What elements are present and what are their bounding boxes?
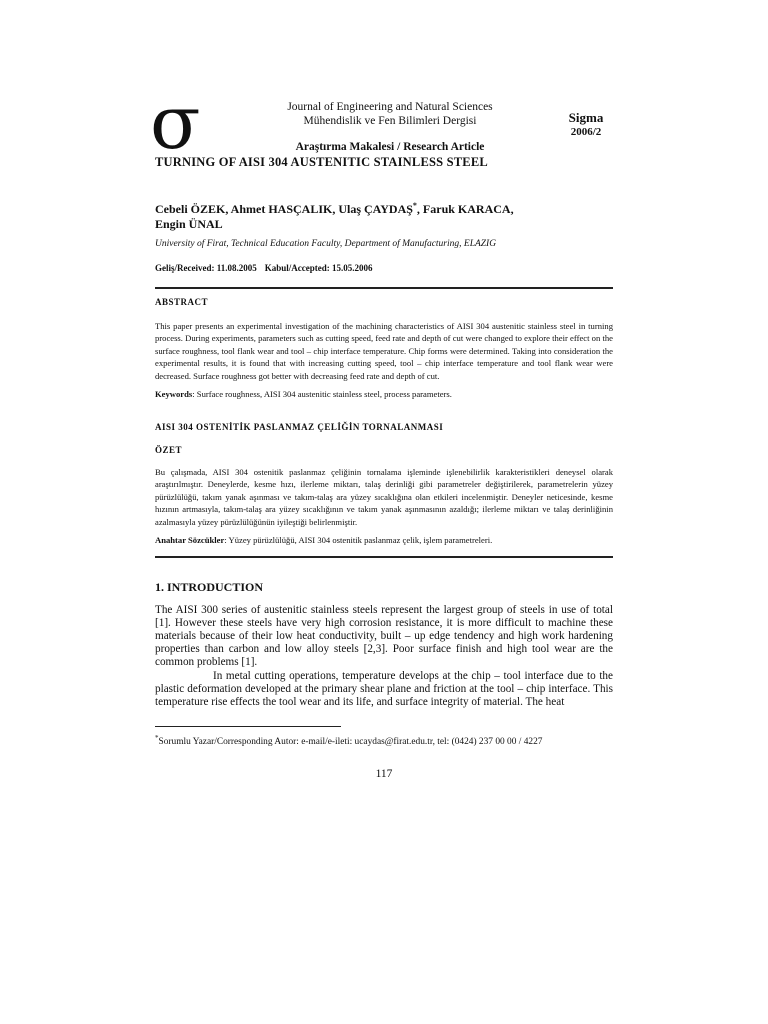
ozet-keywords <box>155 534 613 546</box>
footnote-text: Sorumlu Yazar/Corresponding Autor: e-mail/e-ileti: ucaydas@firat.edu.tr, tel: (0424) 237 00 00 / 4227 <box>158 737 543 748</box>
ozet-text: Bu çalışmada, AISI 304 ostenitik paslanmaz çeliğinin tornalama işleminde işlenebilirlik karakteristikleri deneysel olarak araştırılmıştır. Deneylerde, kesme hızı, ilerleme miktarı, talaş derinliği gibi parametreler değiştirilerek, parametrelerin yüzey pürüzlülüğü, takım yanak aşınması ve takım-talaş ara yüzey sıcaklığına olan etkileri incelenmiştir. Deneyler neticesinde, kesme hızının artmasıyla, takım-talaş ara yüzey sıcaklığının ve takım yanak aşınmasının azaldığı; ilerleme miktarı ve talaş derinliğinin azalmasıyla yüzey pürüzlülüğünün iyileştiği belirlenmiştir. <box>155 467 613 527</box>
authors-line-1: Cebeli ÖZEK, Ahmet HASÇALIK, Ulaş ÇAYDAŞ <box>155 202 413 216</box>
abstract-text: This paper presents an experimental investigation of the machining characteristics of AISI 304 austenitic stainless steel in turning process. During experiments, parameters such as cutting speed, feed rate and depth of cut were changed to explore their effect on the surface roughness, tool flank wear and tool – chip interface temperature. Chip forms were determined. Taking into consideration the experimental results, it is found that with increasing cutting speed, tool – chip interface temperature and tool flank wear were decreased. Surface roughness got better with decreasing feed rate and depth of cut. <box>155 321 613 381</box>
submission-dates <box>155 263 372 273</box>
page-number: 117 <box>375 768 393 780</box>
divider-top <box>155 287 613 289</box>
received-date: Geliş/Received: 11.08.2005 <box>155 263 257 273</box>
affiliation: University of Firat, Technical Education Faculty, Department of Manufacturing, ELAZIG <box>155 239 497 249</box>
journal-issue: 2006/2 <box>570 126 602 138</box>
journal-name-tr: Mühendislik ve Fen Bilimleri Dergisi <box>303 115 477 127</box>
author-list <box>155 198 605 232</box>
anahtar-sozcukler-label: Anahtar Sözcükler <box>155 535 225 545</box>
footnote-mark: * <box>155 734 159 742</box>
introduction-paragraph-2: In metal cutting operations, temperature develops at the chip – tool interface due to the plastic deformation developed at the primary shear plane and friction at the tool – chip interface. This temperature rise effects the tool wear and its life, and surface integrity of material. The heat <box>155 670 613 709</box>
article-type: Araştırma Makalesi / Research Article <box>295 141 485 153</box>
journal-name-block <box>235 100 545 128</box>
corresponding-author-mark: * <box>412 201 417 210</box>
accepted-date: Kabul/Accepted: 15.05.2006 <box>264 263 373 273</box>
journal-name-en: Journal of Engineering and Natural Sciences <box>287 101 493 113</box>
journal-sigma-label: Sigma <box>568 110 604 125</box>
anahtar-sozcukler-text: : Yüzey pürüzlülüğü, AISI 304 ostenitik paslanmaz çelik, işlem parametreleri. <box>224 535 493 545</box>
keywords-text: : Surface roughness, AISI 304 austenitic stainless steel, process parameters. <box>192 389 452 399</box>
footnote <box>155 734 542 747</box>
keywords-label: Keywords <box>155 389 193 399</box>
ozet-heading: ÖZET <box>155 445 183 455</box>
authors-line-2: Engin ÜNAL <box>155 217 223 231</box>
journal-logo-sigma: σ <box>150 80 201 166</box>
journal-issue-block <box>548 110 624 140</box>
turkish-title: AISI 304 OSTENİTİK PASLANMAZ ÇELİĞİN TORNALANMASI <box>155 422 444 432</box>
authors-line-1-rest: , Faruk KARACA, <box>416 202 514 216</box>
paper-title: TURNING OF AISI 304 AUSTENITIC STAINLESS STEEL <box>155 155 488 169</box>
divider-bottom <box>155 556 613 558</box>
abstract-keywords <box>155 388 613 400</box>
introduction-paragraph-1: The AISI 300 series of austenitic stainless steels represent the largest group of steels in use of total [1]. However these steels have very high corrosion resistance, it is more difficult to machine these materials because of their low heat conductivity, built – up edge tendency and high work hardening properties than carbon and low alloy steels [2,3]. Poor surface finish and high tool wear are the common problems [1]. <box>155 604 613 669</box>
introduction-heading: 1. INTRODUCTION <box>155 580 264 594</box>
footnote-rule <box>155 726 341 727</box>
abstract-heading: ABSTRACT <box>155 297 209 307</box>
